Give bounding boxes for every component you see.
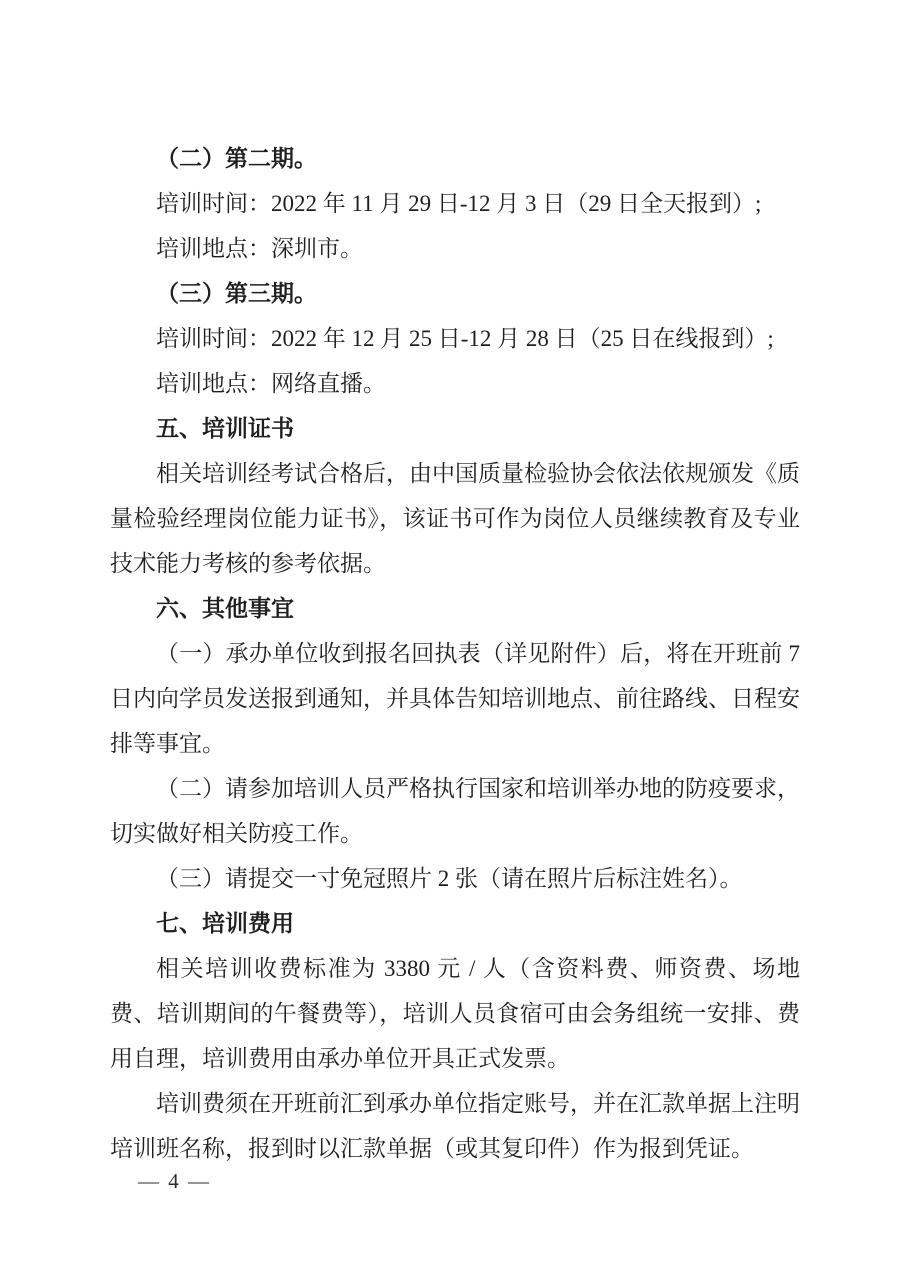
paragraph-fee-payment: 培训费须在开班前汇到承办单位指定账号，并在汇款单据上注明培训班名称，报到时以汇款单据（或其复印件）作为报到凭证。 (110, 1091, 800, 1161)
section-heading-fee: 七、培训费用 (156, 911, 294, 936)
paragraph-period3-time: 培训时间：2022 年 12 月 25 日-12 月 28 日（25 日在线报到）; (156, 326, 774, 351)
paragraph-period2-time: 培训时间：2022 年 11 月 29 日-12 月 3 日（29 日全天报到）; (156, 191, 762, 216)
paragraph-other-item3: （三）请提交一寸免冠照片 2 张（请在照片后标注姓名）。 (156, 866, 743, 891)
document-body (110, 136, 800, 1171)
section-heading-period3: （三）第三期。 (156, 281, 317, 306)
paragraph-other-item1: （一）承办单位收到报名回执表（详见附件）后，将在开班前 7 日内向学员发送报到通知，并具体告知培训地点、前往路线、日程安排等事宜。 (110, 641, 800, 756)
section-heading-other: 六、其他事宜 (156, 596, 294, 621)
paragraph-period2-location: 培训地点：深圳市。 (156, 236, 363, 261)
section-heading-certificate: 五、培训证书 (156, 416, 294, 441)
paragraph-period3-location: 培训地点：网络直播。 (156, 371, 386, 396)
paragraph-certificate: 相关培训经考试合格后，由中国质量检验协会依法依规颁发《质量检验经理岗位能力证书》，该证书可作为岗位人员继续教育及专业技术能力考核的参考依据。 (110, 461, 800, 576)
page-number: — 4 — (138, 1169, 211, 1193)
paragraph-fee-standard: 相关培训收费标准为 3380 元 / 人（含资料费、师资费、场地费、培训期间的午餐费等），培训人员食宿可由会务组统一安排、费用自理，培训费用由承办单位开具正式发票。 (110, 956, 800, 1071)
paragraph-other-item2: （二）请参加培训人员严格执行国家和培训举办地的防疫要求，切实做好相关防疫工作。 (110, 776, 800, 846)
section-heading-period2: （二）第二期。 (156, 146, 317, 171)
